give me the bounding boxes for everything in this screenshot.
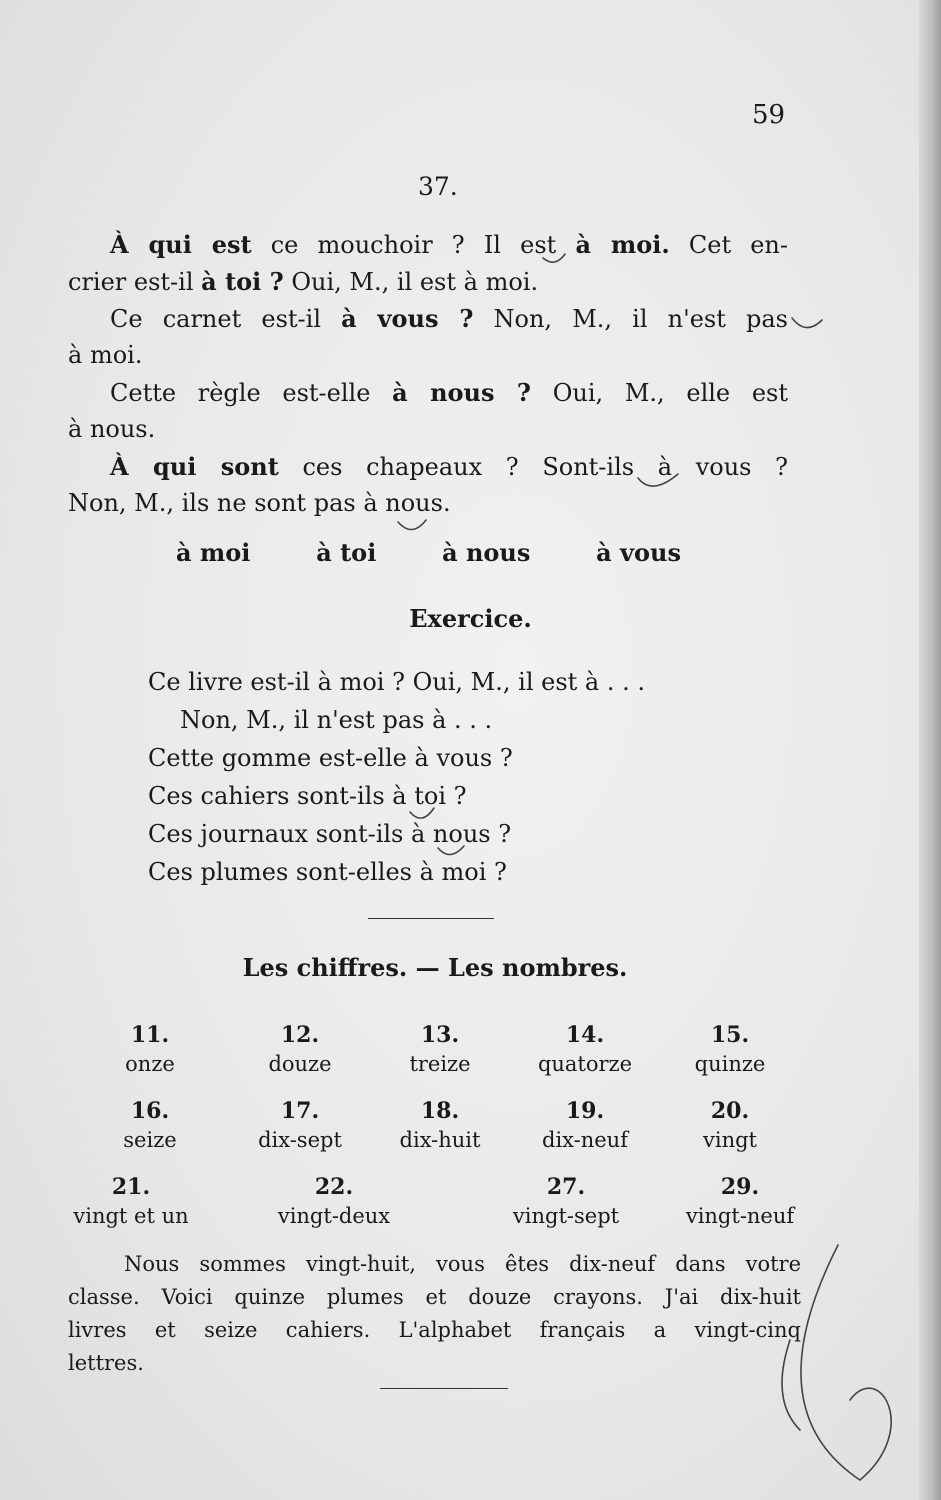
closing-line: livres et seize cahiers. L'alphabet français a vingt-cinq <box>68 1318 801 1342</box>
bold-phrase: à vous ? <box>341 304 474 333</box>
text-run: Oui, M., il est à moi. <box>283 268 539 296</box>
exercise-line: Ces plumes sont-elles à moi ? <box>148 858 507 886</box>
number-word: quinze <box>694 1052 766 1076</box>
number-figure: 11. <box>130 1022 170 1048</box>
exercise-title: Exercice. <box>409 604 532 633</box>
number-word: treize <box>409 1052 471 1076</box>
bold-phrase: à toi ? <box>201 267 284 296</box>
text-run: Non, M., ils ne sont pas à nous. <box>68 489 451 517</box>
text-run: Non, M., il n'est pas <box>473 305 788 333</box>
number-word: vingt-sept <box>512 1204 620 1228</box>
text-run: ce mouchoir ? Il est <box>251 231 576 259</box>
exercise-line: Cette gomme est-elle à vous ? <box>148 744 513 772</box>
closing-line: lettres. <box>68 1351 144 1375</box>
number-word: dix-sept <box>258 1128 342 1152</box>
pronoun-item: à toi <box>316 538 377 567</box>
closing-line: classe. Voici quinze plumes et douze crayons. J'ai dix-huit <box>68 1285 801 1309</box>
section-number: 37. <box>418 172 458 201</box>
text-run: à nous. <box>68 415 156 443</box>
number-word: douze <box>268 1052 332 1076</box>
exercise-line: Ces journaux sont-ils à nous ? <box>148 820 512 848</box>
number-word: vingt-deux <box>277 1204 391 1228</box>
number-figure: 27. <box>546 1174 586 1200</box>
bold-phrase: à moi. <box>575 230 670 259</box>
number-figure: 21. <box>111 1174 151 1200</box>
bold-phrase: À qui sont <box>110 452 279 481</box>
number-word: dix-neuf <box>542 1128 628 1152</box>
text-run: Ce carnet est-il <box>110 305 342 333</box>
text-run: à moi. <box>68 341 143 369</box>
exercise-line: Non, M., il n'est pas à . . . <box>180 706 493 734</box>
text-run: crier est-il <box>68 268 202 296</box>
number-word: vingt et un <box>73 1204 189 1228</box>
number-word: onze <box>125 1052 175 1076</box>
pronoun-item: à moi <box>176 538 251 567</box>
pronoun-item: à vous <box>596 538 681 567</box>
closing-line: Nous sommes vingt-huit, vous êtes dix-neuf dans votre <box>124 1252 801 1276</box>
number-figure: 16. <box>130 1098 170 1124</box>
number-figure: 22. <box>314 1174 354 1200</box>
text-run: Cet en- <box>669 231 789 259</box>
number-figure: 29. <box>720 1174 760 1200</box>
number-word: dix-huit <box>399 1128 481 1152</box>
number-figure: 14. <box>565 1022 605 1048</box>
numbers-section-title: Les chiffres. — Les nombres. <box>242 953 628 982</box>
text-run: Oui, M., elle est <box>531 379 788 407</box>
bold-phrase: À qui est <box>110 230 252 259</box>
number-figure: 17. <box>280 1098 320 1124</box>
exercise-line: Ce livre est-il à moi ? Oui, M., il est à . . . <box>148 668 645 696</box>
bold-phrase: à nous ? <box>392 378 531 407</box>
number-figure: 19. <box>565 1098 605 1124</box>
number-figure: 20. <box>710 1098 750 1124</box>
text-run: ces chapeaux ? Sont-ils à vous ? <box>278 453 789 481</box>
pronoun-item: à nous <box>442 538 531 567</box>
number-word: seize <box>123 1128 177 1152</box>
number-word: vingt <box>703 1128 757 1152</box>
number-word: vingt-neuf <box>685 1204 795 1228</box>
number-figure: 15. <box>710 1022 750 1048</box>
number-figure: 13. <box>420 1022 460 1048</box>
number-word: quatorze <box>537 1052 633 1076</box>
number-figure: 18. <box>420 1098 460 1124</box>
page-number: 59 <box>752 100 786 130</box>
number-figure: 12. <box>280 1022 320 1048</box>
text-run: Cette règle est-elle <box>110 379 393 407</box>
exercise-line: Ces cahiers sont-ils à toi ? <box>148 782 467 810</box>
